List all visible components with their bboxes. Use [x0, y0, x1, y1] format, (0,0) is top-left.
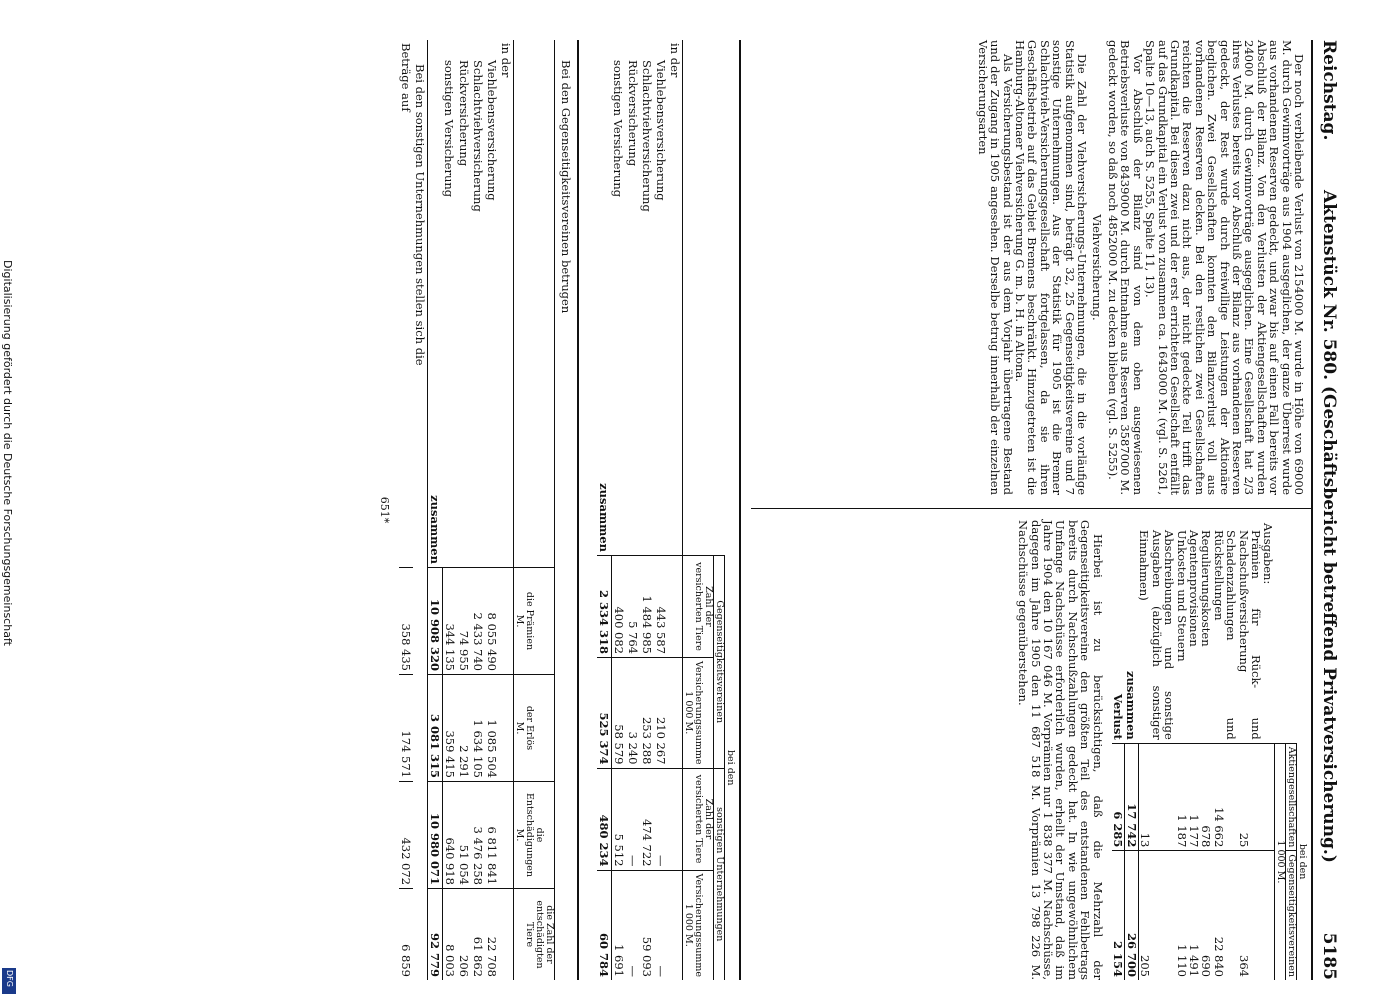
page-number: 5185	[1319, 932, 1339, 980]
row-label: sonstigen Versicherung	[442, 60, 457, 198]
expense-row	[1237, 520, 1262, 980]
unit-header: M.	[514, 568, 525, 675]
unit-header: M.	[514, 782, 525, 889]
cell: 359 415	[443, 675, 458, 782]
col-geg-header: Gegenseitigkeitsvereinen	[1286, 851, 1297, 980]
table-row	[485, 40, 499, 980]
cell: 640 918	[443, 782, 458, 889]
paragraph: Als Versicherungsbestand ist der aus dem Vorjahr übertragene Bestand und der Zugang in 1905 angesehen. Derselbe betrug innerhalb der einzelnen Versicherungsarten	[975, 40, 1015, 495]
table-row	[612, 40, 627, 980]
page-header	[1315, 40, 1341, 980]
row-label: Schlachtviehversicherung	[640, 60, 654, 212]
loss-label: Verlust	[1111, 694, 1126, 740]
section-rule	[577, 40, 579, 980]
cell-akt: 1 177	[1188, 743, 1200, 851]
cell: 2 291	[457, 675, 471, 782]
cell-geg: 22 840	[1212, 851, 1237, 980]
row-label: sonstigen Versicherung	[611, 60, 626, 198]
table-row	[640, 40, 654, 980]
table-row	[443, 40, 458, 980]
digitization-credit: Digitalisierung gefördert durch die Deutsche Forschungsgemeinschaft	[1, 260, 14, 646]
cell: 6 811 841	[485, 782, 499, 889]
expenses-heading: Ausgaben:	[1261, 523, 1276, 585]
col-header: die Zahl der entschädigten Tiere	[524, 889, 555, 981]
cell: 61 862	[471, 889, 485, 981]
group-header: bei den	[1297, 743, 1308, 980]
table-row	[471, 40, 485, 980]
col-header: die Prämien	[524, 568, 555, 675]
left-column	[976, 40, 1305, 495]
section-title: Viehversicherung.	[1090, 214, 1105, 321]
cell: —	[654, 768, 668, 870]
row-label: Schlachtviehversicherung	[471, 60, 485, 212]
cell: 5 512	[612, 768, 627, 870]
row-label: Rückversicherung	[626, 60, 640, 167]
cell: 3 476 258	[471, 782, 485, 889]
paragraph: Hierbei ist zu berücksichtigen, daß die Mehrzahl der Gegenseitigkeitsvereine den größten Teil des entstandenen Fehlbetrags bereits durch Nachschußzahlungen gedeckt hat. In wie ungewöhnlichem Umfange Nachschüsse erforderlich wurden, erhellt der Umstand, daß im Jahre 1904 den 10 167 046 M. Vorprämien nur 1 838 377 M. Nachschüsse, dagegen im Jahre 1905 den 11 687 518 M. Vorprämien 13 798 226 M. Nachschüsse gegenüberstehen.	[1016, 520, 1105, 980]
right-column	[1017, 520, 1307, 980]
cell: 22 708	[485, 889, 499, 981]
expenses-table	[1112, 520, 1307, 980]
cell-geg: 690	[1200, 851, 1212, 980]
note-line: Bei den sonstigen Unternehmungen stellen sich die	[413, 64, 427, 366]
header-title: Aktenstück Nr. 580. (Geschäftsbericht betreffend Privatversicherung.)	[1319, 190, 1339, 863]
row-label: Unkosten und Steuern	[1174, 530, 1189, 662]
row-label: Agentenprovisionen	[1187, 530, 1202, 647]
cell: 3 240	[626, 658, 640, 769]
group-right-header: sonstigen Unternehmungen	[714, 768, 725, 980]
cell: 59 093	[640, 870, 654, 980]
cell: 74 955	[457, 568, 471, 675]
total-label: zusammen	[1124, 670, 1139, 740]
cell: 51 054	[457, 782, 471, 889]
unit-header: M.	[514, 675, 525, 782]
col-header: der Erlös	[524, 675, 555, 782]
cell: 400 082	[612, 556, 627, 658]
other-cell: 174 571	[399, 675, 413, 782]
total-cell: 480 234	[597, 768, 612, 870]
cell: 253 288	[640, 658, 654, 769]
paragraph: Vor Abschluß der Bilanz sind von dem oben ausgewiesenen Betriebsverluste von 8439000 M. durch Entnahme aus Reserven 3587000 M. gedeckt worden, so daß noch 4852000 M. zu decken blieben (vgl. S. 5255).	[1105, 40, 1145, 495]
total-cell: 2 334 318	[597, 556, 612, 658]
total-cell: 92 779	[428, 889, 443, 981]
cell: 344 135	[443, 568, 458, 675]
col-zahl-header: Zahl der versicherten Tiere	[693, 768, 714, 870]
cell: 5 764	[626, 556, 640, 658]
cell-akt: 678	[1200, 743, 1212, 851]
cell: —	[626, 768, 640, 870]
total-akt: 17 742	[1125, 743, 1138, 851]
paragraph: Der noch verbleibende Verlust von 2154000 M. wurde in Höhe von 69000 M. durch Gewinnvorträge aus 1904 ausgeglichen, der ganze Überrest wurde aus vorhandenen Reserven gedeckt, und zwar bis auf einen Fall bereits vor Abschluß der Bilanz. Von den Verlusten der Aktiengesellschaften wurden 24000 M. durch Gewinnvorträge ausgeglichen. Eine Gesellschaft hat 2/3 ihres Verlustes bereits vor Abschluß der Bilanz aus vorhandenen Reserven gedeckt, der Rest wurde durch freiwillige Leistungen der Aktionäre beglichen. Zwei Gesellschaften konnten den Bilanzverlust voll aus vorhandenen Reserven decken. Bei den restlichen zwei Gesellschaften reichten die Reserven dazu nicht aus, der nicht gedeckte Teil trifft das Grundkapital. Bei diesen zwei und der erst errichteten Gesellschaft entfällt auf das Grundkapital ein Verlust von zusammen ca. 1643000 M. (vgl. S. 5261, Spalte 10—13, auch S. 5255, Spalte 11, 13).	[1143, 40, 1306, 495]
expense-row	[1138, 520, 1175, 980]
expense-row	[1188, 520, 1200, 980]
premiums-table	[399, 40, 555, 980]
total-cell: 60 784	[597, 870, 612, 980]
expense-row	[1212, 520, 1237, 980]
cell-geg: 364	[1237, 851, 1262, 980]
row-label: Prämien für Rück- und Nachschußversicherung	[1236, 530, 1264, 740]
cell-akt: 1 187	[1175, 743, 1187, 851]
signature-mark: 651*	[378, 496, 391, 524]
cell: —	[626, 870, 640, 980]
row-label: Regulierungskosten	[1199, 530, 1214, 647]
total-label: zusammen	[597, 483, 611, 552]
dfg-logo: DFG	[2, 968, 16, 994]
cell: 1 691	[612, 870, 627, 980]
table-row	[457, 40, 471, 980]
col-summe-header: Versicherungssumme	[693, 658, 714, 769]
cell: 2 433 740	[471, 568, 485, 675]
prefix-label: in der	[499, 43, 513, 78]
cell: 210 267	[654, 658, 668, 769]
col-akt-header: Aktiengesellschaften	[1286, 743, 1297, 851]
cell: 1 634 105	[471, 675, 485, 782]
total-label: zusammen	[428, 495, 442, 564]
col-summe-header: Versicherungssumme	[693, 870, 714, 980]
cell-geg: 1 491	[1188, 851, 1200, 980]
total-geg: 26 700	[1125, 851, 1138, 980]
unit-header: 1 000 M.	[683, 658, 694, 769]
cell: 1 085 504	[485, 675, 499, 782]
row-label: Abschreibungen und sonstige Ausgaben (abzüglich sonstiger Einnahmen)	[1137, 530, 1177, 740]
total-cell: 3 081 315	[428, 675, 443, 782]
cell: 1 484 985	[640, 556, 654, 658]
row-label: Viehlebensversicherung	[485, 60, 499, 201]
prefix-label: in der	[668, 43, 682, 78]
cell: 474 722	[640, 768, 654, 870]
unit-header: 1 000 M.	[683, 870, 694, 980]
col-header: die Entschädigungen	[524, 782, 555, 889]
header-left: Reichstag.	[1319, 40, 1339, 141]
cell: 8 003	[443, 889, 458, 981]
col-zahl-header: Zahl der versicherten Tiere	[693, 556, 714, 658]
stock-table-block	[597, 40, 735, 980]
group-header: bei den	[725, 556, 736, 981]
cell-akt: 13	[1138, 743, 1175, 851]
loss-geg: 2 154	[1112, 851, 1125, 980]
cell: 206	[457, 889, 471, 981]
rotated-page-content	[41, 40, 1341, 980]
header-rule	[1311, 40, 1313, 980]
row-label: Schadenzahlungen und Rückstellungen	[1211, 530, 1239, 740]
unit-header: 1 000 M.	[1275, 743, 1286, 980]
section-rule	[739, 40, 741, 980]
row-label: Viehlebensversicherung	[654, 60, 668, 201]
other-cell: 432 072	[399, 782, 413, 889]
loss-akt: 6 285	[1112, 743, 1125, 851]
cell-akt: 14 662	[1212, 743, 1237, 851]
table-intro: Bei den Gegenseitigkeitsvereinen betrugen	[559, 60, 573, 314]
cell: —	[654, 870, 668, 980]
cell-geg: 205	[1138, 851, 1175, 980]
paragraph: Die Zahl der Viehversicherungs-Unternehmungen, die in die vorläufige Statistik aufgenommen sind, beträgt 32, 25 Gegenseitigkeitsvereine und 7 sonstige Unternehmungen. Aus der Statistik für 1905 ist die Bremer Schlachtvieh-Versicherungsgesellschaft fortgelassen, da sie ihren Geschäftsbetrieb auf das Gebiet Bremens beschränkt. Hinzugetreten ist die Hamburg-Altonaer Viehversicherung G. m. b. H. in Altona.	[1013, 40, 1090, 495]
cell: 58 579	[612, 658, 627, 769]
table-row	[626, 40, 640, 980]
cell-akt: 25	[1237, 743, 1262, 851]
total-cell: 10 980 071	[428, 782, 443, 889]
other-cell: 6 859	[399, 889, 413, 981]
expense-row	[1200, 520, 1212, 980]
expense-row	[1175, 520, 1187, 980]
table-row	[654, 40, 668, 980]
other-cell: 358 435	[399, 568, 413, 675]
cell: 443 587	[654, 556, 668, 658]
group-left-header: Gegenseitigkeitsvereinen	[714, 556, 725, 769]
total-cell: 10 908 320	[428, 568, 443, 675]
stock-table	[597, 40, 735, 980]
note-line: Beträge auf	[399, 43, 413, 112]
cell-geg: 1 110	[1175, 851, 1187, 980]
total-cell: 525 374	[597, 658, 612, 769]
premiums-table-block	[378, 40, 573, 980]
cell: 8 055 490	[485, 568, 499, 675]
column-divider	[751, 508, 1311, 509]
row-label: Rückversicherung	[457, 60, 471, 167]
